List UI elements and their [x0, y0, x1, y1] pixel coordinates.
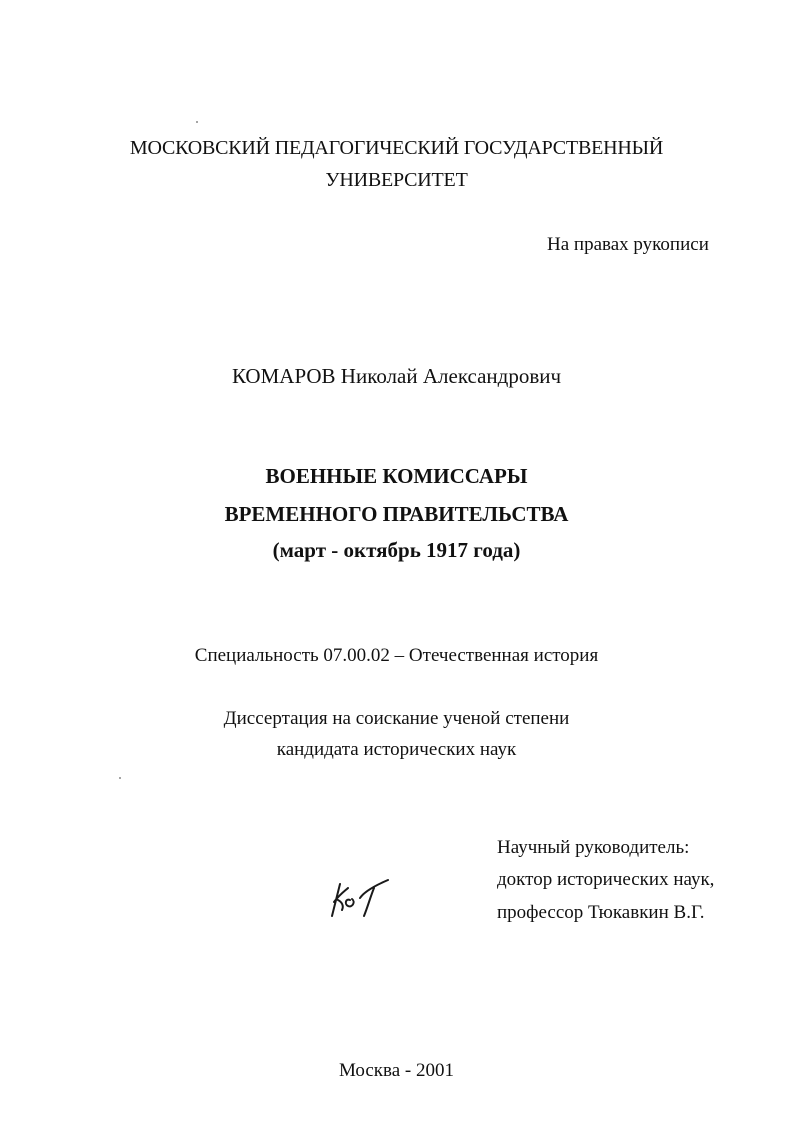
specialty-line: Специальность 07.00.02 – Отечественная история	[194, 645, 599, 666]
thesis-title-line2: ВРЕМЕННОГО ПРАВИТЕЛЬСТВА	[224, 502, 569, 526]
supervisor-label: Научный руководитель:	[497, 837, 690, 858]
author-name: КОМАРОВ Николай Александрович	[231, 364, 562, 388]
handwritten-signature	[318, 872, 398, 922]
scan-speck	[119, 777, 121, 779]
university-name-line2: УНИВЕРСИТЕТ	[325, 169, 468, 191]
degree-line2: кандидата исторических наук	[276, 739, 517, 760]
city-year: Москва - 2001	[338, 1060, 455, 1081]
university-name-line1: МОСКОВСКИЙ ПЕДАГОГИЧЕСКИЙ ГОСУДАРСТВЕННЫЙ	[129, 137, 664, 159]
degree-line1: Диссертация на соискание ученой степени	[223, 708, 570, 729]
thesis-title-line1: ВОЕННЫЕ КОМИССАРЫ	[265, 464, 528, 488]
scan-speck	[196, 121, 198, 123]
supervisor-degree: доктор исторических наук,	[497, 869, 715, 890]
manuscript-rights-note: На правах рукописи	[547, 234, 709, 255]
thesis-title-line3: (март - октябрь 1917 года)	[272, 538, 521, 562]
supervisor-name: профессор Тюкавкин В.Г.	[497, 902, 705, 923]
